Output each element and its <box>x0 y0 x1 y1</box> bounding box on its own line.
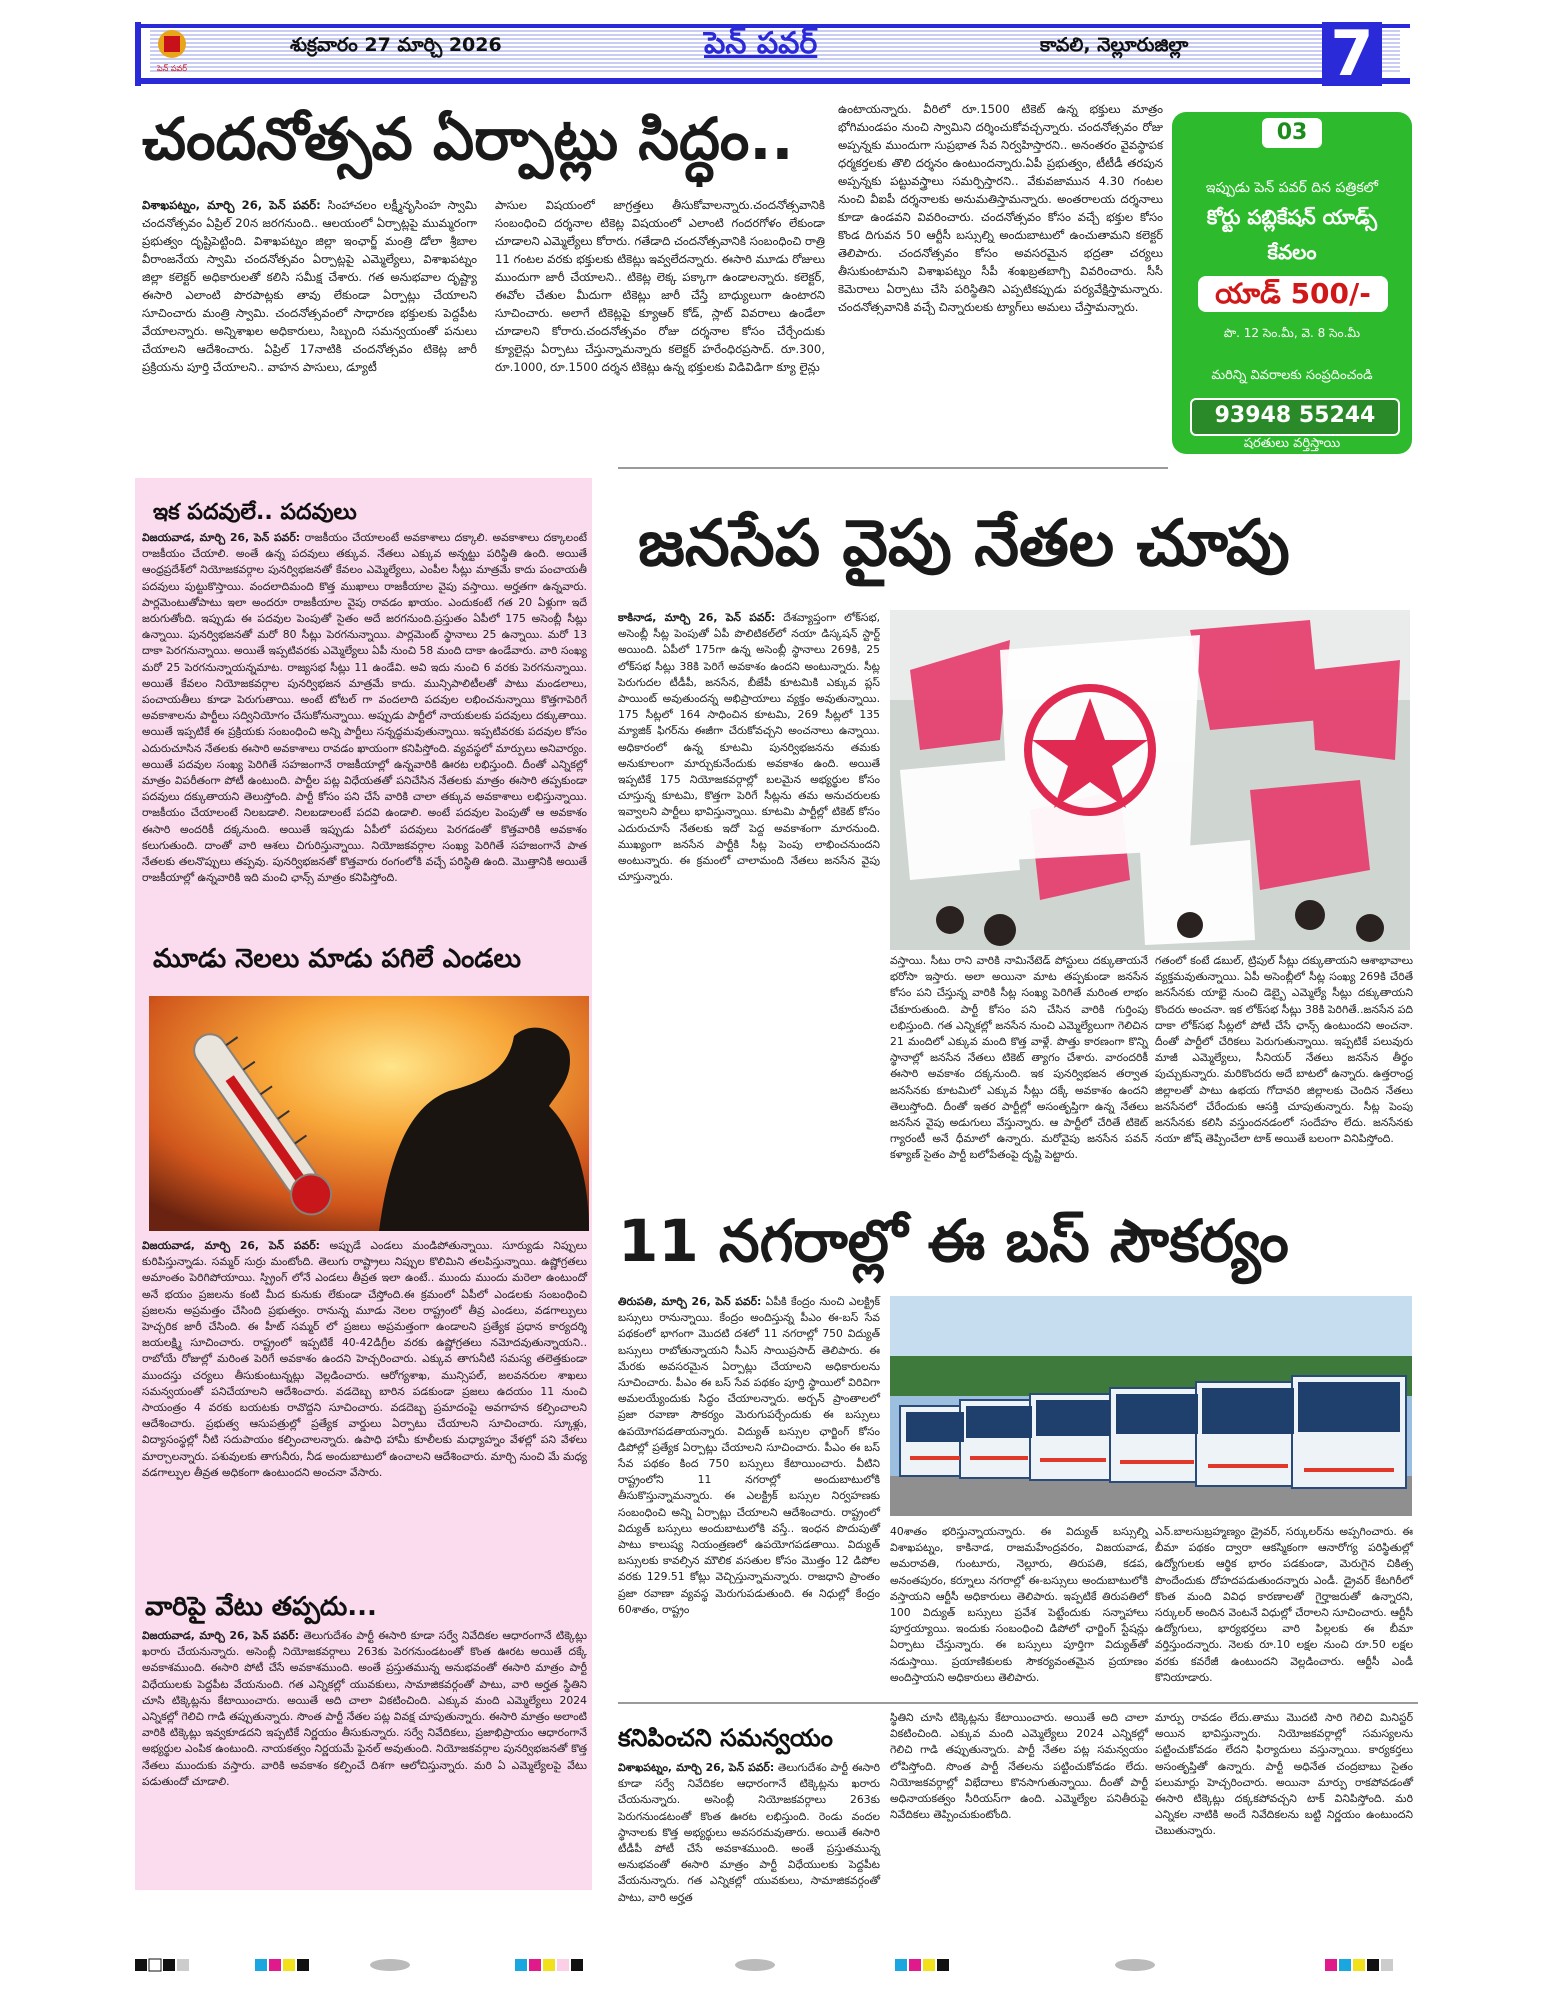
story2-body <box>142 530 587 918</box>
janasena-flags-rally-image <box>890 610 1410 950</box>
story6-text-1: ఏపీకి కేంద్రం నుంచి ఎలక్ట్రిక్ బస్సులు రానున్నాయి. కేంద్రం అందిస్తున్న పీఎం ఈ-బస్ సేవ పథకంలో భాగంగా మొదటి దశలో 11 నగరాల్లో 750 విద్యుత్ బస్సులు రాబోతున్నాయని సీఎస్ సాయిప్రసాద్ తెలిపారు. ఈ మేరకు అవసరమైన ఏర్పాట్లు చేయాలని అధికారులను సూచించారు. పీఎం ఈ బస్ సేవ పథకం పూర్తి స్థాయిలో విరివిగా అమలయ్యేందుకు సిద్ధం చేయాలన్నారు. అర్బన్ ప్రాంతాలలో ప్రజా రవాణా సౌకర్యం మెరుగుపర్చేందుకు ఈ బస్సులు ఉపయోగపడతాయన్నారు. విద్యుత్ బస్సుల ఛార్జింగ్ కోసం డిపోల్లో ప్రత్యేక ఏర్పాట్లు చేయాలని సూచించారు. పీఎం ఈ బస్ సేవ పథకం కింద 750 బస్సులు కేటాయించారు. వీటిని రాష్ట్రంలోని 11 నగరాల్లో అందుబాటులోకి తీసుకొస్తున్నామన్నారు. ఈ ఎలక్ట్రిక్ బస్సుల నిర్వహణకు సంబంధించి అన్ని ఏర్పాట్లు చేయాలని ఆదేశించారు. రాష్ట్రంలో విద్యుత్ బస్సులు అందుబాటులోకి వస్తే.. ఇంధన పొదుపుతో పాటు కాలుష్య నియంత్రణలో ఉపయోగపడతాయి. విద్యుత్ బస్సులకు కావల్సిన మౌలిక వసతుల కోసం మొత్తం 12 డిపోల వరకు 129.51 కోట్లు వెచ్చిస్తున్నామన్నారు. రాజధాని ప్రాంతం ప్రజా రవాణా వ్యవస్థ మెరుగుపడుతుంది. ఈ నిధుల్లో కేంద్రం 60శాతం, రాష్ట్రం <box>618 1295 880 1616</box>
paper-logo-icon <box>150 26 194 76</box>
story4-dateline: విజయవాడ, మార్చి 26, పెన్ పవర్: <box>142 1629 300 1642</box>
story5-column-2: వస్తాయి. సీటు రాని వారికి నామినేటెడ్ పోస్టులు దక్కుతాయనే భరోసా ఇస్తారు. అలా అయినా మాట తప్పకుండా జనసేన కోసం పని చేస్తున్న వారికి సీట్ల సంఖ్య పెరిగితే మరింత లాభం చేకూరుతుంది. పార్టీ కోసం పని చేసిన వారికి గుర్తింపు లభిస్తుంది. గత ఎన్నికల్లో జనసేన నుంచి ఎమ్మెల్యేలుగా గెలిచిన 21 మందిలో ఎక్కువ మంది కొత్త వాళ్లే. పొత్తు కారణంగా కొన్ని స్థానాల్లో జనసేన నేతలు టికెట్ త్యాగం చేశారు. వారందరికీ ఈసారి అవకాశం దక్కనుంది. ఇక పునర్విభజన తర్వాత జనసేనకు కూటమిలో ఎక్కువ సీట్లు దక్కే అవకాశం ఉందని తెలుస్తోంది. దీంతో ఇతర పార్టీల్లో అసంతృప్తిగా ఉన్న నేతలు జనసేన వైపు అడుగులు వేస్తున్నారు. ఆ పార్టీలో చేరితే టికెట్ గ్యారంటీ అనే ధీమాలో ఉన్నారు. మరోవైపు జనసేన పవన్ కళ్యాణ్ సైతం పార్టీ బలోపేతంపై దృష్టి పెట్టారు. <box>890 954 1148 1162</box>
story4-body <box>142 1628 587 1883</box>
section-divider <box>618 467 1168 469</box>
ad-line-3: కేవలం <box>1267 240 1317 264</box>
story4-text: తెలుగుదేశం పార్టీ ఈసారి కూడా సర్వే నివేదికల ఆధారంగానే టిక్కెట్లు ఖరారు చేయనున్నారు. అసెంబ్లీ నియోజకవర్గాలు 263కు పెరగనుండటంతో కొంత ఊరట అయితే దక్కే అవకాశముంది. ఈసారి పోటీ చేసే అవకాశముంది. అంతే ప్రస్తుతమున్న అనుభవంతో ఈసారి మాత్రం పార్టీ విధేయులకు పెద్దపీట వేయనుంది. గత ఎన్నికల్లో యువకులు, సామాజికవర్గంతో పాటు, వారి అర్హత స్థితిని చూసి టిక్కెట్లను కేటాయించారు. అయితే అది చాలా వికటించింది. ఎక్కువ మంది ఎమ్మెల్యేలు 2024 ఎన్నికల్లో గెలిచి గాడి తప్పుతున్నారు. సొంత పార్టీ నేతల పట్ల వివక్ష చూపుతున్నారు. ఈసారి మాత్రం అలాంటి వారికి టిక్కెట్లు ఇవ్వకూడదని ఇప్పటికే నిర్ణయం తీసుకున్నారు. సర్వే నివేదికలు, ప్రజాభిప్రాయం ఆధారంగానే అభ్యర్థుల ఎంపిక ఉంటుంది. నాయకత్వం నిర్ణయమే ఫైనల్ అవుతుంది. నియోజకవర్గాల పునర్విభజనతో కొత్త నేతలు ముందుకు వస్తారు. వారికి అవకాశం కల్పించే దిశగా ఆలోచిస్తున్నారు. మరి ఏ ఎమ్మెల్యేలపై వేటు పడుతుందో చూడాలి. <box>142 1629 588 1788</box>
story5-column-3: గతంలో కంటే డబుల్, ట్రిపుల్ సీట్లు దక్కుతాయని ఆశాభావాలు వ్యక్తమవుతున్నాయి. ఏపీ అసెంబ్లీలో సీట్ల సంఖ్య 269కి చేరితే జనసేనకు యాభై నుంచి డెబ్బై ఎమ్మెల్యే సీట్లు దక్కుతాయని కొందరు అంచనా. ఇక లోక్‌సభ సీట్లు 38కి పెరిగితే..జనసేన పది దాకా లోక్‌సభ సీట్లలో పోటీ చేసే ఛాన్స్ ఉంటుందని అంచనా. దీంతో పార్టీలో చేరికలు పెరుగుతున్నాయి. ఇప్పటికే పలువురు మాజీ ఎమ్మెల్యేలు, సీనియర్ నేతలు జనసేన తీర్థం పుచ్చుకున్నారు. మరికొందరు అదే బాటలో ఉన్నారు. ఉత్తరాంధ్ర జిల్లాలతో పాటు ఉభయ గోదావరి జిల్లాలకు చెందిన నేతలు జనసేనలో చేరేందుకు ఆసక్తి చూపుతున్నారు. సీట్ల పెంపు జనసేనకు కలిసి వస్తుందనడంలో సందేహం లేదు. జనసేనకు నయా జోష్ తెప్పించేలా టాక్ అయితే బలంగా వినిపిస్తోంది. <box>1155 954 1413 1146</box>
story1-headline: చందనోత్సవ ఏర్పాట్లు సిద్ధం.. <box>142 105 794 173</box>
story1-column-2: పాసుల విషయంలో జాగ్రత్తలు తీసుకోవాలన్నారు.చందనోత్సవానికి సంబంధించి దర్శనాల టికెట్ల విషయంలో ఎలాంటి గందరగోళం లేకుండా చూడాలని ఎమ్మెల్యేలు కోరారు. గతేడాది చందనోత్సవానికి సంబంధించి రాత్రి 11 గంటల వరకు భక్తులకు టికెట్లు ఇవ్వలేదన్నారు. ఈసారి మూడు రోజులు ముందుగా జారీ చేయాలని.. టికెట్ల లెక్క పక్కాగా ఉండాలన్నారు. కలెక్టర్, ఈవోల చేతుల మీదుగా టికెట్లు జారీ చేస్తే బాధ్యులుగా ఉంటారని సూచించారు. అలాగే టికెట్లపై క్యూఆర్ కోడ్, స్లాట్ వివరాలు ఉండేలా చూడాలని కోరారు.చందనోత్సవం రోజు దర్శనాల కోసం చేర్చేందుకు క్యూలైన్లు ఏర్పాటు చేస్తున్నామన్నారు కలెక్టర్ హరేంధిరప్రసాద్. రూ.300, రూ.1000, రూ.1500 దర్శన టికెట్లు ఉన్న భక్తులకు విడివిడిగా క్యూ లైన్లు <box>495 198 825 374</box>
ad-line-2: కోర్టు పబ్లికేషన్ యాడ్స్ <box>1206 205 1378 229</box>
story2-dateline: విజయవాడ, మార్చి 26, పెన్ పవర్: <box>142 531 301 544</box>
masthead-bottom-rule <box>135 78 1410 84</box>
story3-dateline: విజయవాడ, మార్చి 26, పెన్ పవర్: <box>142 1239 320 1252</box>
ad-contact-note: మరిన్ని వివరాలకు సంప్రదించండి <box>1211 368 1373 383</box>
story1-column-1 <box>142 196 477 426</box>
story6-column-3: ఎన్.బాలసుబ్రహ్మణ్యం డ్రైవర్, సర్కులర్‌ను అప్పగించారు. ఈ బీమా పథకం ద్వారా ఆకస్మికంగా ఆనారోగ్య పరిస్థితుల్లో ఉద్యోగులకు ఆర్థిక భారం పడకుండా, మెరుగైన చికిత్స పొందేందుకు దోహదపడుతుందన్నారు ఎండీ. డ్రైవర్ కేటగిరీలో కొంత మంది వివిధ కారణాలతో గైర్హాజరుతో ఉన్నారని, సర్కులర్ అందిన వెంటనే విధుల్లో చేరాలని సూచించారు. ఆర్టీసీ ఉద్యోగులు, భార్యభర్తలు వారి పిల్లలకు ఈ బీమా వర్తిస్తుందన్నారు. నెలకు రూ.10 లక్షల నుంచి రూ.50 లక్షల వరకు కవరేజీ ఉంటుందని వెల్లడించారు. ఆర్టీసీ ఎండీ కొనియాడారు. <box>1155 1525 1413 1684</box>
story2-text: రాజకీయం చేయాలంటే అవకాశాలు దక్కాలి. అవకాశాలు దక్కాలంటే రాజకీయం చేయాలి. అంతే ఉన్న పదవులు తక్కువ. నేతలు ఎక్కువ అన్నట్టు పరిస్థితి ఉంది. అయితే ఆంధ్రప్రదేశ్‌లో నియోజకవర్గాల పునర్విభజనతో కేవలం ఎమ్మెల్యేలు, ఎంపీల సీట్లు మాత్రమే కాదు పంచాయతీ పదవులు పుట్టుకొస్తాయి. వందలాదిమంది కొత్త ముఖాలు రాజకీయాల వైపు వస్తాయి. అర్హతగా ఉన్నవారు. పార్లమెంటుతోపాటు ఇలా అందరూ రాజకీయాల వైపు రావడం ఖాయం. ఎందుకంటే గత 20 ఏళ్లుగా ఇదే జరుగుతోంది. ఇప్పుడు ఈ పదవుల పెంపుతో సైతం అదే జరగనుంది.ప్రస్తుతం ఏపీలో 175 అసెంబ్లీ సీట్లు ఉన్నాయి. పునర్విభజనతో మరో 80 సీట్లు పెరగనున్నాయి. పార్లమెంట్ స్థానాలు 25 ఉన్నాయి. మరో 13 దాకా పెరగనున్నాయి. అయితే ఇప్పటివరకు ఎమ్మెల్యేలు ఏపీ నుంచి 58 మంది దాకా ఉండేవారు. వారి సంఖ్య మరో 25 పెరగనున్నాయన్నమాట. రాజ్యసభ సీట్లు 11 ఉండేవి. అవి ఇదు నుంచి 6 వరకు పెరగనున్నాయి. అయితే కేవలం నియోజకవర్గాల పునర్విభజన మాత్రమే కాదు. మున్సిపాలిటీలతో పాటు మండలాలు, పంచాయతీలు కూడా పెరుగుతాయి. అంటే టోటల్ గా వందలాది పదవుల లభించనున్నాయి కొత్తగాపెరిగే అవకాశాలను పార్టీలు సద్వినియోగం చేసుకోనున్నాయి. అప్పుడు పార్టీలో నాయకులకు పదవులు దక్కుతాయి. అయితే ఇప్పటికే ఈ ప్రక్రియకు సంబంధించి అన్ని పార్టీలు సన్నద్ధమవుతున్నాయి. ఇప్పటివరకు పదవుల కోసం ఎదురుచూసిన నేతలకు ఈసారి అవకాశాలు రావడం ఖాయంగా కనిపిస్తోంది. వ్యవస్థలో మార్పులు అనివార్యం. అయితే పదవుల సంఖ్య పెరిగితే సహజంగానే రాజకీయాల్లో ఉన్నవారికి ఊరట లభిస్తుంది. దీంతో ఎన్నికల్లో మాత్రం విపరీతంగా పోటీ ఉంటుంది. పార్టీల పట్ల విధేయతతో పనిచేసిన నేతలకు మాత్రం ఈసారి తప్పకుండా పదవులు దక్కుతాయని తెలుస్తోంది. పార్టీ కోసం పని చేసే వారికి చాలా తక్కువ అవకాశాలు లభిస్తున్నాయి. రాజకీయం చేయాలంటే నిలబడాలి. నిలబడాలంటే పదవి ఉండాలి. అంటే పదవుల పెంపుతో ఆ అవకాశం ఈసారి అందరికీ దక్కనుంది. అయితే ఇప్పుడు ఏపీలో పదవులు పెరగడంతో కొత్తవారికి అవకాశం కలుగుతుంది. దాంతో వారి ఆశలు చిగురిస్తున్నాయి. నియోజకవర్గాల సంఖ్య పెరిగితే సహజంగానే పాత నేతలకు తలనొప్పులు తప్పవు. పునర్విభజనతో కొత్తవారు రంగంలోకి వచ్చే పరిస్థితి ఉంది. మొత్తానికి అయితే రాజకీయాల్లో ఉన్నవారికి ఇది మంచి ఛాన్స్ మాత్రం కనిపిస్తోంది. <box>142 531 587 885</box>
ad-phone-number: 93948 55244 <box>1190 398 1400 436</box>
story5-text-1: దేశవ్యాప్తంగా లోక్‌సభ, అసెంబ్లీ సీట్ల పెంపుతో ఏపీ పొలిటికల్‌లో నయా డిస్కషన్ స్టార్ట్ అయింది. ఏపీలో 175గా ఉన్న అసెంబ్లీ స్థానాలు 269కి, 25 లోక్‌సభ సీట్లు 38కి పెరిగే అవకాశం ఉందని అంటున్నారు. సీట్ల పెరుగుదల టీడీపీ, జనసేన, బీజేపీ కూటమికి ఎక్కువ ప్లస్ పాయింట్ అవుతుందన్న అభిప్రాయాలు వ్యక్తం అవుతున్నాయి. 175 సీట్లలో 164 సాధించిన కూటమి, 269 సీట్లలో 135 మ్యాజిక్ ఫిగర్‌ను ఈజీగా చేరుకోవచ్చని అంచనాలు ఉన్నాయి. అధికారంలో ఉన్న కూటమి పునర్విభజనను తమకు అనుకూలంగా మార్చుకునేందుకు అవకాశం ఉంది. అయితే ఇప్పటికే 175 నియోజకవర్గాల్లో బలమైన అభ్యర్థుల కోసం చూస్తున్న కూటమి, కొత్తగా పెరిగే సీట్లను తమ అనుచరులకు ఇవ్వాలని పార్టీలు భావిస్తున్నాయి. కూటమి పార్టీల్లో టికెట్ కోసం ఎదురుచూసే నేతలకు ఇదో పెద్ద అవకాశంగా మారనుంది. ముఖ్యంగా జనసేన పార్టీకి సీట్ల పెంపు లాభించనుందని అంటున్నారు. ఈ క్రమంలో చాలామంది నేతలు జనసేన వైపు చూస్తున్నారు. <box>618 611 880 884</box>
logo-text: పెన్ పవర్ <box>157 64 187 73</box>
story4-headline: వారిపై వేటు తప్పదు... <box>145 1592 377 1622</box>
ad-line-1: ఇప్పుడు పెన్ పవర్ దిన పత్రికలో <box>1205 180 1379 196</box>
story1-body-1: సింహాచలం లక్ష్మీనృసింహ స్వామి చందనోత్సవం ఏప్రిల్ 20న జరగనుంది.. ఆలయంలో ఏర్పాట్లపై ముమ్మరంగా ప్రభుత్వం దృష్టిపెట్టింది. విశాఖపట్నం జిల్లా ఇంఛార్జ్ మంత్రి డోలా శ్రీబాల వీరాంజనేయ స్వామి చందనోత్సవం ఏర్పాట్లపై ఎమ్మెల్యేలు, విశాఖపట్నం జిల్లా కలెక్టర్ అధికారులతో కలిసి సమీక్ష చేశారు. గత అనుభవాల దృష్ట్యా ఈసారి ఎలాంటి పొరపాట్లకు తావు లేకుండా ఏర్పాట్లు చేయాలని సూచించారు మంత్రి స్వామి. చందనోత్సవంలో సాధారణ భక్తులకు పెద్దపీట వేయాలన్నారు. అన్నిశాఖల అధికారులు, సిబ్బంది సమన్వయంతో పనులు చేయాలని ఆదేశించారు. ఏప్రిల్ 17నాటికి చందనోత్సవం టికెట్ల జారీ ప్రక్రియను పూర్తి చేయాలని.. వాహన పాసులు, డ్యూటీ <box>142 198 477 374</box>
story3-body <box>142 1238 587 1583</box>
story6-dateline: తిరుపతి, మార్చి 26, పెన్ పవర్: <box>618 1295 762 1308</box>
story6-column-1 <box>618 1294 880 1694</box>
ad-size: పొ. 12 సెం.మీ, వె. 8 సెం.మీ <box>1223 326 1361 340</box>
masthead-left-bar <box>135 22 141 86</box>
newspaper-name: పెన్ పవర్ <box>704 26 818 61</box>
ad-price: యాడ్ 500/- <box>1198 276 1388 312</box>
story7-column-1 <box>618 1760 880 1904</box>
story7-text-1: తెలుగుదేశం పార్టీ ఈసారి కూడా సర్వే నివేదికల ఆధారంగానే టిక్కెట్లను ఖరారు చేయనున్నారు. అసెంబ్లీ నియోజకవర్గాలు 263కు పెరుగనుండటంతో కొంత ఊరట లభిస్తుంది. రెండు వందల స్థానాలకు కొత్త అభ్యర్థులు అవసరమవుతారు. అయితే ఈసారి టీడీపీ పోటీ చేసే అవకాశముంది. అంతే ప్రస్తుతమున్న అనుభవంతో ఈసారి మాత్రం పార్టీ విధేయులకు పెద్దపీట వేయనున్నారు. గత ఎన్నికల్లో యువకులు, సామాజికవర్గంతో పాటు, వారి అర్హత <box>618 1761 880 1904</box>
electric-buses-row-image <box>890 1296 1412 1516</box>
story5-column-1 <box>618 610 880 1175</box>
story3-text: అప్పుడే ఎండలు మండిపోతున్నాయి. సూర్యుడు నిప్పులు కురిపిస్తున్నాడు. సమ్మర్ సుర్రు మంటోంది. తెలుగు రాష్ట్రాలు నిప్పుల కొలిమిని తలపిస్తున్నాయి. ఉష్ణోగ్రతలు అమాంతం పెరిగిపోయాయి. స్ప్రింగ్ లోనే ఎండలు తీవ్రత ఇలా ఉంటే.. ముందు ముందు మరెలా ఉంటుందో అనే భయం ప్రజలను కంటి మీద కునుకు లేకుండా చేస్తోంది.ఈ క్రమంలో ఏపీలో ఎండలకు సంబంధించి ప్రజలను అప్రమత్తం చేసింది ప్రభుత్వం. రానున్న మూడు నెలల రాష్ట్రంలో తీవ్ర ఎండలు, వడగాల్పులు హెచ్చరిక జారీ చేసింది. ఈ హీట్ సమ్మర్ లో ప్రజలు అప్రమత్తంగా ఉండాలని ప్రత్యేక ప్రధాన కార్యదర్శి జయలక్ష్మి సూచించారు. రాష్ట్రంలో ఇప్పటికే 40-42డిగ్రీల వరకు ఉష్ణోగ్రతలు నమోదవుతున్నాయని.. రాబోయే రోజుల్లో మరింత పెరిగే అవకాశం ఉందని హెచ్చరించారు. ఎక్కువ తాగునీటి సమస్య తలెత్తకుండా ముందస్తు చర్యలు తీసుకుంటున్నట్లు వెల్లడించారు. ఆరోగ్యశాఖ, మున్సిపల్, జలవనరుల శాఖలు సమన్వయంతో పనిచేయాలని ఆదేశించారు. వడదెబ్బ బారిన పడకుండా ప్రజలు ఉదయం 11 నుంచి సాయంత్రం 4 వరకు బయటకు రావొద్దని సూచించారు. వడదెబ్బ ప్రమాదంపై అవగాహన కల్పించాలని ఆదేశించారు. ప్రభుత్వ ఆసుపత్రుల్లో ప్రత్యేక వార్డులు ఏర్పాటు చేయాలని సూచించారు. స్కూళ్లు, విద్యాసంస్థల్లో నీటి సదుపాయం కల్పించాలన్నారు. ఉపాధి హామీ కూలీలకు మధ్యాహ్నం వేళల్లో పని వేళలు మార్చాలన్నారు. పశువులకు తాగునీరు, నీడ అందుబాటులో ఉంచాలని ఆదేశించారు. మార్చి నుంచి మే మధ్య వడగాల్పుల తీవ్రత అధికంగా ఉంటుందని అంచనా వేసారు. <box>142 1239 588 1479</box>
story7-column-2: స్థితిని చూసి టిక్కెట్లను కేటాయించారు. అయితే అది చాలా వికటించింది. ఎక్కువ మంది ఎమ్మెల్యేలు 2024 ఎన్నికల్లో గెలిచి గాడి తప్పుతున్నారు. పార్టీ నేతల పట్ల సమన్వయం లోపిస్తోంది. సొంత పార్టీ నేతలను పట్టించుకోవడం లేదు. నియోజకవర్గాల్లో విభేదాలు కొనసాగుతున్నాయి. దీంతో పార్టీ అధినాయకత్వం సీరియస్‌గా ఉంది. ఎమ్మెల్యేల పనితీరుపై నివేదికలు తెప్పించుకుంటోంది. <box>890 1711 1148 1822</box>
page-number: 7 <box>1322 22 1382 86</box>
thermometer-heat-image <box>149 996 589 1231</box>
story7-column-3: మార్పు రావడం లేదు.తాము మొదటి సారి గెలిచి మినిస్టర్ అయిన భావిస్తున్నారు. నియోజకవర్గాల్లో సమస్యలను పట్టించుకోవడం లేదని ఫిర్యాదులు వస్తున్నాయి. కార్యకర్తలు అసంతృప్తితో ఉన్నారు. పార్టీ అధినేత చంద్రబాబు సైతం పలుమార్లు హెచ్చరించారు. అయినా మార్పు రాకపోవడంతో ఈసారి టిక్కెట్లు దక్కకపోవచ్చని టాక్ వినిపిస్తోంది. మరి ఎన్నికల నాటికి అందే నివేదికలను బట్టి నిర్ణయం ఉంటుందని చెబుతున్నారు. <box>1155 1711 1413 1838</box>
story5-headline: జనసేప వైపు నేతల చూపు <box>638 507 1290 581</box>
ad-conditions: షరతులు వర్తిస్తాయి <box>1243 436 1341 451</box>
story7-dateline: విశాఖపట్నం, మార్చి 26, పెన్ పవర్: <box>618 1761 775 1774</box>
issue-date: శుక్రవారం 27 మార్చి 2026 <box>290 34 502 56</box>
print-registration-marks <box>135 1957 1415 1973</box>
edition-location: కావలి, నెల్లూరుజిల్లా <box>1040 34 1189 56</box>
story1-dateline: విశాఖపట్నం, మార్చి 26, పెన్ పవర్: <box>142 198 321 212</box>
story3-headline: మూడు నెలలు మాడు పగిలే ఎండలు <box>153 944 521 974</box>
ad-tab-number: 03 <box>1262 118 1322 148</box>
section-divider-bottom <box>618 1702 1418 1704</box>
story2-headline: ఇక పదవులే.. పదవులు <box>153 500 357 525</box>
story6-headline: 11 నగరాల్లో ఈ బస్ సౌకర్యం <box>618 1207 1289 1275</box>
story7-headline: కనిపించని సమన్వయం <box>618 1724 833 1752</box>
story5-dateline: కాకినాడ, మార్చి 26, పెన్ పవర్: <box>618 611 776 624</box>
story1-column-3: ఉంటాయన్నారు. వీరిలో రూ.1500 టికెట్ ఉన్న భక్తులు మాత్రం భోగిమండపం నుంచి స్వామిని దర్శించుకోవచ్చన్నారు. చందనోత్సవం రోజు అప్పన్నకు ముందుగా సుప్రభాత సేవ నిర్వహిస్తారని.. అనంతరం వైవస్థాపక ధర్మకర్తలకు తొలి దర్శనం ఉంటుందన్నారు.ఏపీ ప్రభుత్వం, టీటీడీ తరపున అప్పన్నకు పట్టువస్త్రాలు సమర్పిస్తారని.. వేకువజామున 4.30 గంటల నుంచి వీఐపీ దర్శనాలకు అనుమతిస్తామన్నారు. అంతరాలయ దర్శనాలు కూడా ఉండవని వివరించారు. చందనోత్సవం కోసం వచ్చే భక్తుల కోసం కొండ దిగువన 50 ఆర్టీసీ బస్సుల్ని అందుబాటులో ఉంచుతామని కలెక్టర్ తెలిపారు. చందనోత్సవం కోసం అవసరమైన భద్రతా చర్యలు తీసుకుంటామని విశాఖపట్నం సీపీ శంఖబ్రతబాగ్చి వివరించారు. సీసీ కెమెరాలు ఏర్పాటు చేసి పరిస్థితిని ఎప్పటికప్పుడు పర్యవేక్షిస్తామన్నారు. చందనోత్సవానికి వచ్చే చిన్నారులకు ట్యాగ్‌లు అమలు చేస్తామన్నారు. <box>838 102 1163 314</box>
story6-column-2: 40శాతం భరిస్తున్నాయన్నారు. ఈ విద్యుత్ బస్సుల్ని విశాఖపట్నం, కాకినాడ, రాజమహేంద్రవరం, విజయవాడ, అమరావతి, గుంటూరు, నెల్లూరు, తిరుపతి, కడప, అనంతపురం, కర్నూలు నగరాల్లో ఈ-బస్సులు అందుబాటులోకి వస్తాయని ఆర్టీసీ అధికారులు తెలిపారు. ఇప్పటికే తిరుపతిలో 100 విద్యుత్ బస్సులు ప్రవేశ పెట్టేందుకు సన్నాహాలు పూర్తయ్యాయి. ఇందుకు సంబంధించి డిపోలో ఛార్జింగ్ స్టేషన్లు ఏర్పాటు చేస్తున్నారు. ఈ బస్సులు పూర్తిగా విద్యుత్‌తో నడుస్తాయి. ప్రయాణికులకు సౌకర్యవంతమైన ప్రయాణం అందిస్తాయని అధికారులు తెలిపారు. <box>890 1525 1148 1684</box>
